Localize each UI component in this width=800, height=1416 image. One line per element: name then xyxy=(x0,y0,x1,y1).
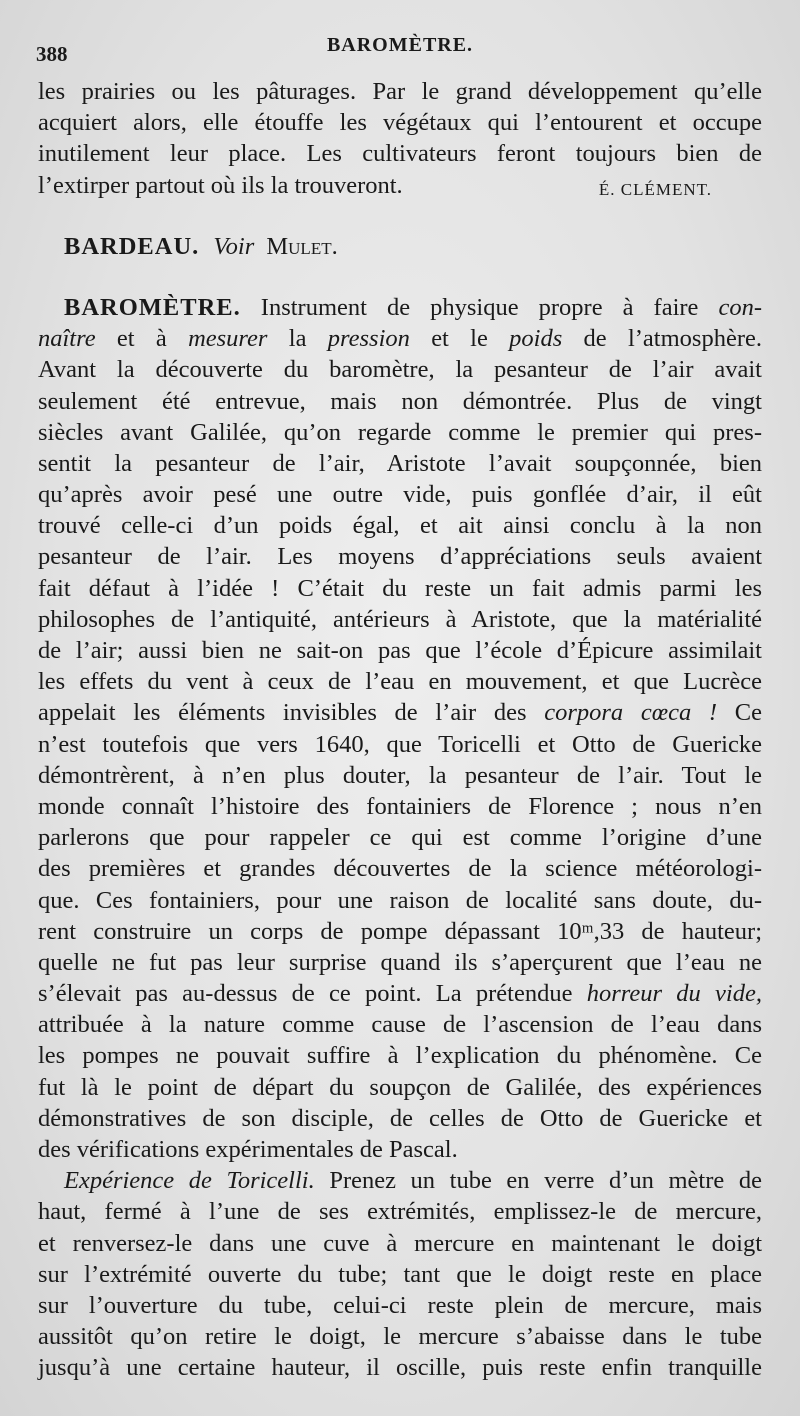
text-line xyxy=(38,1165,762,1196)
text-line: fut là le point de départ du soupçon de Galilée, des expériences xyxy=(38,1073,762,1101)
text-line-content: l’extirper partout où ils la trouveront. xyxy=(38,171,403,199)
text-line: seulement été entrevue, mais non démontrée. Plus de vingt xyxy=(38,387,762,415)
text-line: fait défaut à l’idée ! C’était du reste un fait admis parmi les xyxy=(38,574,762,602)
text-line: des premières et grandes découvertes de la science météorologi- xyxy=(38,855,762,883)
text-line: pesanteur de l’air. Les moyens d’appréciations seuls avaient xyxy=(38,543,762,571)
text-span: appelait les éléments invisibles de l’air des xyxy=(38,699,545,727)
entry-bardeau xyxy=(38,231,762,262)
page-header xyxy=(36,30,764,64)
text-span: de l’atmosphère. xyxy=(562,325,762,353)
text-line: sentit la pesanteur de l’air, Aristote l’avait soupçonnée, bien xyxy=(38,449,762,477)
text-line: rent construire un corps de pompe dépassant 10ᵐ,33 de hauteur; xyxy=(38,917,762,945)
text-line: acquiert alors, elle étouffe les végétaux qui l’entourent et occupe xyxy=(38,109,762,137)
text-line: des vérifications expérimentales de Pascal. xyxy=(38,1136,458,1163)
text-line xyxy=(38,697,762,728)
text-line xyxy=(38,323,762,354)
section-experience-toricelli xyxy=(38,1165,762,1383)
text-line: et renversez-le dans une cuve à mercure en maintenant le doigt xyxy=(38,1229,762,1257)
page-body xyxy=(38,76,762,1384)
text-span: et le xyxy=(409,325,510,353)
text-line: trouvé celle-ci d’un poids égal, et ait ainsi conclu à la non xyxy=(38,512,762,540)
italic-span: naître xyxy=(38,325,96,353)
text-line: philosophes de l’antiquité, antérieurs à Aristote, que la matérialité xyxy=(38,605,762,633)
previous-entry xyxy=(38,76,762,201)
italic-span: pression xyxy=(327,325,410,353)
italic-span: mesurer xyxy=(188,325,268,353)
italic-span: con- xyxy=(718,293,762,321)
italic-span: horreur du vide, xyxy=(586,980,762,1008)
text-line: monde connaît l’histoire des fontainiers de Florence ; nous n’en xyxy=(38,792,762,820)
text-line: inutilement leur place. Les cultivateurs feront toujours bien de xyxy=(38,140,762,168)
text-line xyxy=(38,292,762,323)
text-line: sur l’ouverture du tube, celui-ci reste plein de mercure, mais xyxy=(38,1291,762,1319)
text-line: jusqu’à une certaine hauteur, il oscille, puis reste enfin tranquille xyxy=(38,1354,762,1382)
section-heading: Expérience de Toricelli. xyxy=(64,1167,315,1195)
text-line: démontrèrent, à n’en plus douter, la pesanteur de l’air. Tout le xyxy=(38,761,762,789)
text-line xyxy=(38,978,762,1009)
text-line: attribuée à la nature comme cause de l’ascension de l’eau dans xyxy=(38,1011,762,1039)
text-line: siècles avant Galilée, qu’on regarde comme le premier qui pres- xyxy=(38,418,762,446)
text-line: de l’air; aussi bien ne sait-on pas que l’école d’Épicure assimilait xyxy=(38,637,762,664)
text-span: Ce xyxy=(717,699,762,727)
text-span: s’élevait pas au-dessus de ce point. La prétendue xyxy=(38,980,587,1008)
text-line: qu’après avoir pesé une outre vide, puis gonflée d’air, il eût xyxy=(38,481,762,509)
text-span: et à xyxy=(95,325,189,353)
text-span: Instrument de physique propre à faire xyxy=(240,293,719,321)
text-line: que. Ces fontainiers, pour une raison de localité sans doute, du- xyxy=(38,886,762,914)
entry-headword: BAROMÈTRE. xyxy=(64,293,241,321)
text-line: aussitôt qu’on retire le doigt, le mercure s’abaisse dans le tube xyxy=(38,1323,762,1351)
entry-headword: BARDEAU. xyxy=(64,232,200,260)
entry-barometre xyxy=(38,292,762,1165)
text-line: parlerons que pour rappeler ce qui est comme l’origine d’une xyxy=(38,824,762,852)
text-line: haut, fermé à l’une de ses extrémités, emplissez-le de mercure, xyxy=(38,1198,762,1226)
text-span: la xyxy=(267,325,328,353)
see-label: Voir xyxy=(213,232,255,260)
italic-span: poids xyxy=(509,325,563,353)
author-signature: É. CLÉMENT. xyxy=(598,179,712,199)
text-line: quelle ne fut pas leur surprise quand ils s’aperçurent que l’eau ne xyxy=(38,948,762,976)
italic-span: corpora cœca ! xyxy=(544,699,718,727)
text-line: démonstratives de son disciple, de celles de Otto de Guericke et xyxy=(38,1104,762,1132)
text-line: n’est toutefois que vers 1640, que Toricelli et Otto de Guericke xyxy=(38,730,762,758)
text-line xyxy=(38,170,762,201)
text-line: Avant la découverte du baromètre, la pesanteur de l’air avait xyxy=(38,356,762,384)
text-line: les effets du vent à ceux de l’eau en mouvement, et que Lucrèce xyxy=(38,668,762,696)
text-line: les pompes ne pouvait suffire à l’explication du phénomène. Ce xyxy=(38,1042,762,1070)
text-span: Prenez un tube en verre d’un mètre de xyxy=(314,1167,762,1195)
cross-reference: Mulet. xyxy=(266,232,338,260)
text-line: sur l’extrémité ouverte du tube; tant que le doigt reste en place xyxy=(38,1260,762,1288)
running-head: BAROMÈTRE. xyxy=(326,34,474,56)
text-line: les prairies ou les pâturages. Par le grand développement qu’elle xyxy=(38,78,762,105)
page-number: 388 xyxy=(36,42,68,66)
